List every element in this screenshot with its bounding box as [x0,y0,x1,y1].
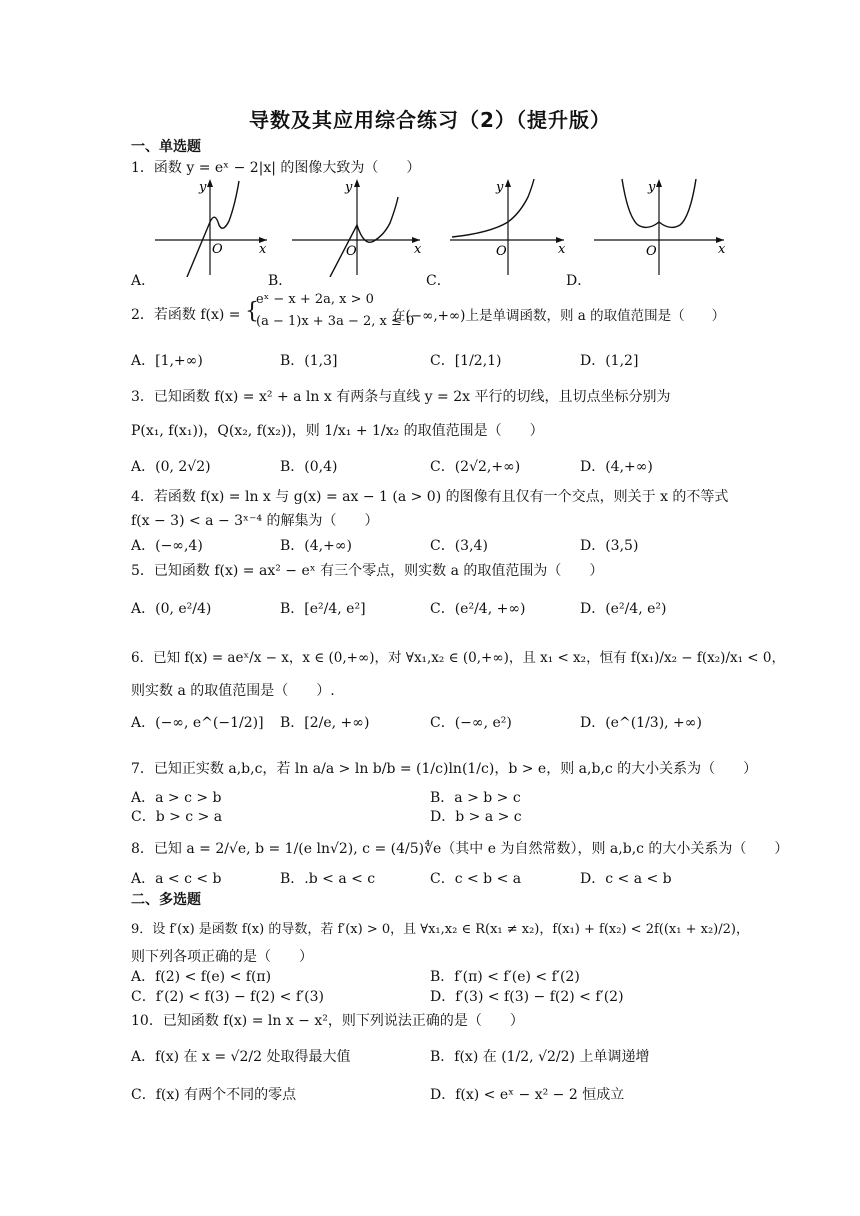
q6-option-c: C．(−∞, e²) [430,715,512,731]
q2-option-a: A．[1,+∞) [131,353,203,369]
q8-option-a: A．a < c < b [131,871,222,887]
q9-option-c: C．f′(2) < f(3) − f(2) < f′(3) [131,989,325,1005]
question-9-line-2: 则下列各项正确的是（ ） [131,949,313,965]
question-9-line-1: 9．设 f′(x) 是函数 f(x) 的导数，若 f′(x) > 0，且 ∀x₁,x₂ ∈ R(x₁ ≠ x₂)，f(x₁) + f(x₂) < 2f((x₁ + x₂)/2)， [131,922,749,937]
q3-option-b: B．(0,4) [280,459,338,475]
q5-option-d: D．(e²/4, e²) [580,601,667,617]
question-1-stem: 1．函数 y = eˣ − 2|x| 的图像大致为（ ） [131,160,421,176]
q1-graph-d [594,177,728,277]
page-title: 导数及其应用综合练习（2）（提升版） [249,108,611,132]
q6-option-a: A．(−∞, e^(−1/2)] [131,715,264,731]
q1-option-a: A． [131,273,156,289]
q1-graph-b [292,177,424,277]
question-4-line-1: 4．若函数 f(x) = ln x 与 g(x) = ax − 1 (a > 0) 的图像有且仅有一个交点，则关于 x 的不等式 [131,489,729,505]
q9-option-d: D．f′(3) < f(3) − f(2) < f′(2) [430,989,624,1005]
q1c-y-label: y [496,180,504,195]
q3-option-a: A．(0, 2√2) [131,459,211,475]
q10-option-b: B．f(x) 在 (1/2, √2/2) 上单调递增 [430,1049,650,1065]
q10-option-c: C．f(x) 有两个不同的零点 [131,1087,297,1103]
q8-option-c: C．c < b < a [430,871,522,887]
q1-graph-a [155,177,270,277]
q5-option-a: A．(0, e²/4) [131,601,212,617]
q6-option-d: D．(e^(1/3), +∞) [580,715,702,731]
q1c-x-label: x [558,242,566,257]
q1-option-d: D． [566,273,592,289]
q4-option-b: B．(4,+∞) [280,538,352,554]
section-single-choice: 一、单选题 [131,139,201,155]
q9-option-a: A．f(2) < f(e) < f(π) [131,969,272,985]
question-10-stem: 10．已知函数 f(x) = ln x − x²，则下列说法正确的是（ ） [131,1013,524,1029]
question-3-line-2: P(x₁, f(x₁))，Q(x₂, f(x₂))，则 1/x₁ + 1/x₂ 的取值范围是（ ） [131,423,544,439]
q7-option-d: D．b > a > c [430,809,522,825]
q9-option-b: B．f′(π) < f′(e) < f′(2) [430,969,580,985]
q1d-y-label: y [648,180,656,195]
q10-option-d: D．f(x) < eˣ − x² − 2 恒成立 [430,1087,625,1103]
q2-option-b: B．(1,3] [280,353,338,369]
q2-option-c: C．[1/2,1) [430,353,502,369]
q7-option-b: B．a > b > c [430,790,521,806]
q7-option-a: A．a > c > b [131,790,222,806]
q8-option-b: B．.b < a < c [280,871,376,887]
q1-option-c: C． [426,273,451,289]
q1b-origin: O [346,244,357,259]
q3-option-c: C．(2√2,+∞) [430,459,521,475]
q3-option-d: D．(4,+∞) [580,459,653,475]
question-8-stem: 8．已知 a = 2/√e, b = 1/(e ln√2), c = (4/5)∜e（其中 e 为自然常数），则 a,b,c 的大小关系为（ ） [131,841,789,857]
question-7-stem: 7．已知正实数 a,b,c，若 ln a/a > ln b/b = (1/c)ln(1/c)，b > e，则 a,b,c 的大小关系为（ ） [131,761,758,777]
question-5-stem: 5．已知函数 f(x) = ax² − eˣ 有三个零点，则实数 a 的取值范围为（ ） [131,563,604,579]
question-6-line-2: 则实数 a 的取值范围是（ ）. [131,683,335,699]
q1a-y-label: y [199,180,207,195]
question-2-stem-start: 2．若函数 f(x) = [131,307,241,323]
q2-option-d: D．(1,2] [580,353,639,369]
q10-option-a: A．f(x) 在 x = √2/2 处取得最大值 [131,1049,351,1065]
q1a-origin: O [212,242,223,257]
q6-option-b: B．[2/e, +∞) [280,715,370,731]
q2-case-2: (a − 1)x + 3a − 2, x ≤ 0 [256,314,415,329]
question-2-stem-end: 在(−∞,+∞)上是单调函数，则 a 的取值范围是（ ） [392,308,726,324]
q1c-origin: O [496,244,507,259]
q5-option-b: B．[e²/4, e²] [280,601,366,617]
q8-option-d: D．c < a < b [580,871,672,887]
question-6-line-1: 6．已知 f(x) = aeˣ/x − x，x ∈ (0,+∞)，对 ∀x₁,x₂ ∈ (0,+∞)，且 x₁ < x₂，恒有 f(x₁)/x₂ − f(x₂)/x₁ < 0， [131,650,785,666]
q7-option-c: C．b > c > a [131,809,223,825]
q4-option-a: A．(−∞,4) [131,538,203,554]
q1-graph-c [450,177,568,277]
q1-option-b: B． [268,273,293,289]
q1d-origin: O [646,244,657,259]
q2-case-1: eˣ − x + 2a, x > 0 [256,292,374,307]
q4-option-c: C．(3,4) [430,538,488,554]
q4-option-d: D．(3,5) [580,538,639,554]
question-4-line-2: f(x − 3) < a − 3ˣ⁻⁴ 的解集为（ ） [131,513,379,529]
q5-option-c: C．(e²/4, +∞) [430,601,526,617]
q1d-x-label: x [718,242,726,257]
q2-brace: { [245,299,259,324]
q1a-x-label: x [259,242,267,257]
section-multi-choice: 二、多选题 [131,892,201,908]
question-3-line-1: 3．已知函数 f(x) = x² + a ln x 有两条与直线 y = 2x 平行的切线，且切点坐标分别为 [131,389,671,405]
q1b-x-label: x [414,242,422,257]
q1b-y-label: y [345,180,353,195]
